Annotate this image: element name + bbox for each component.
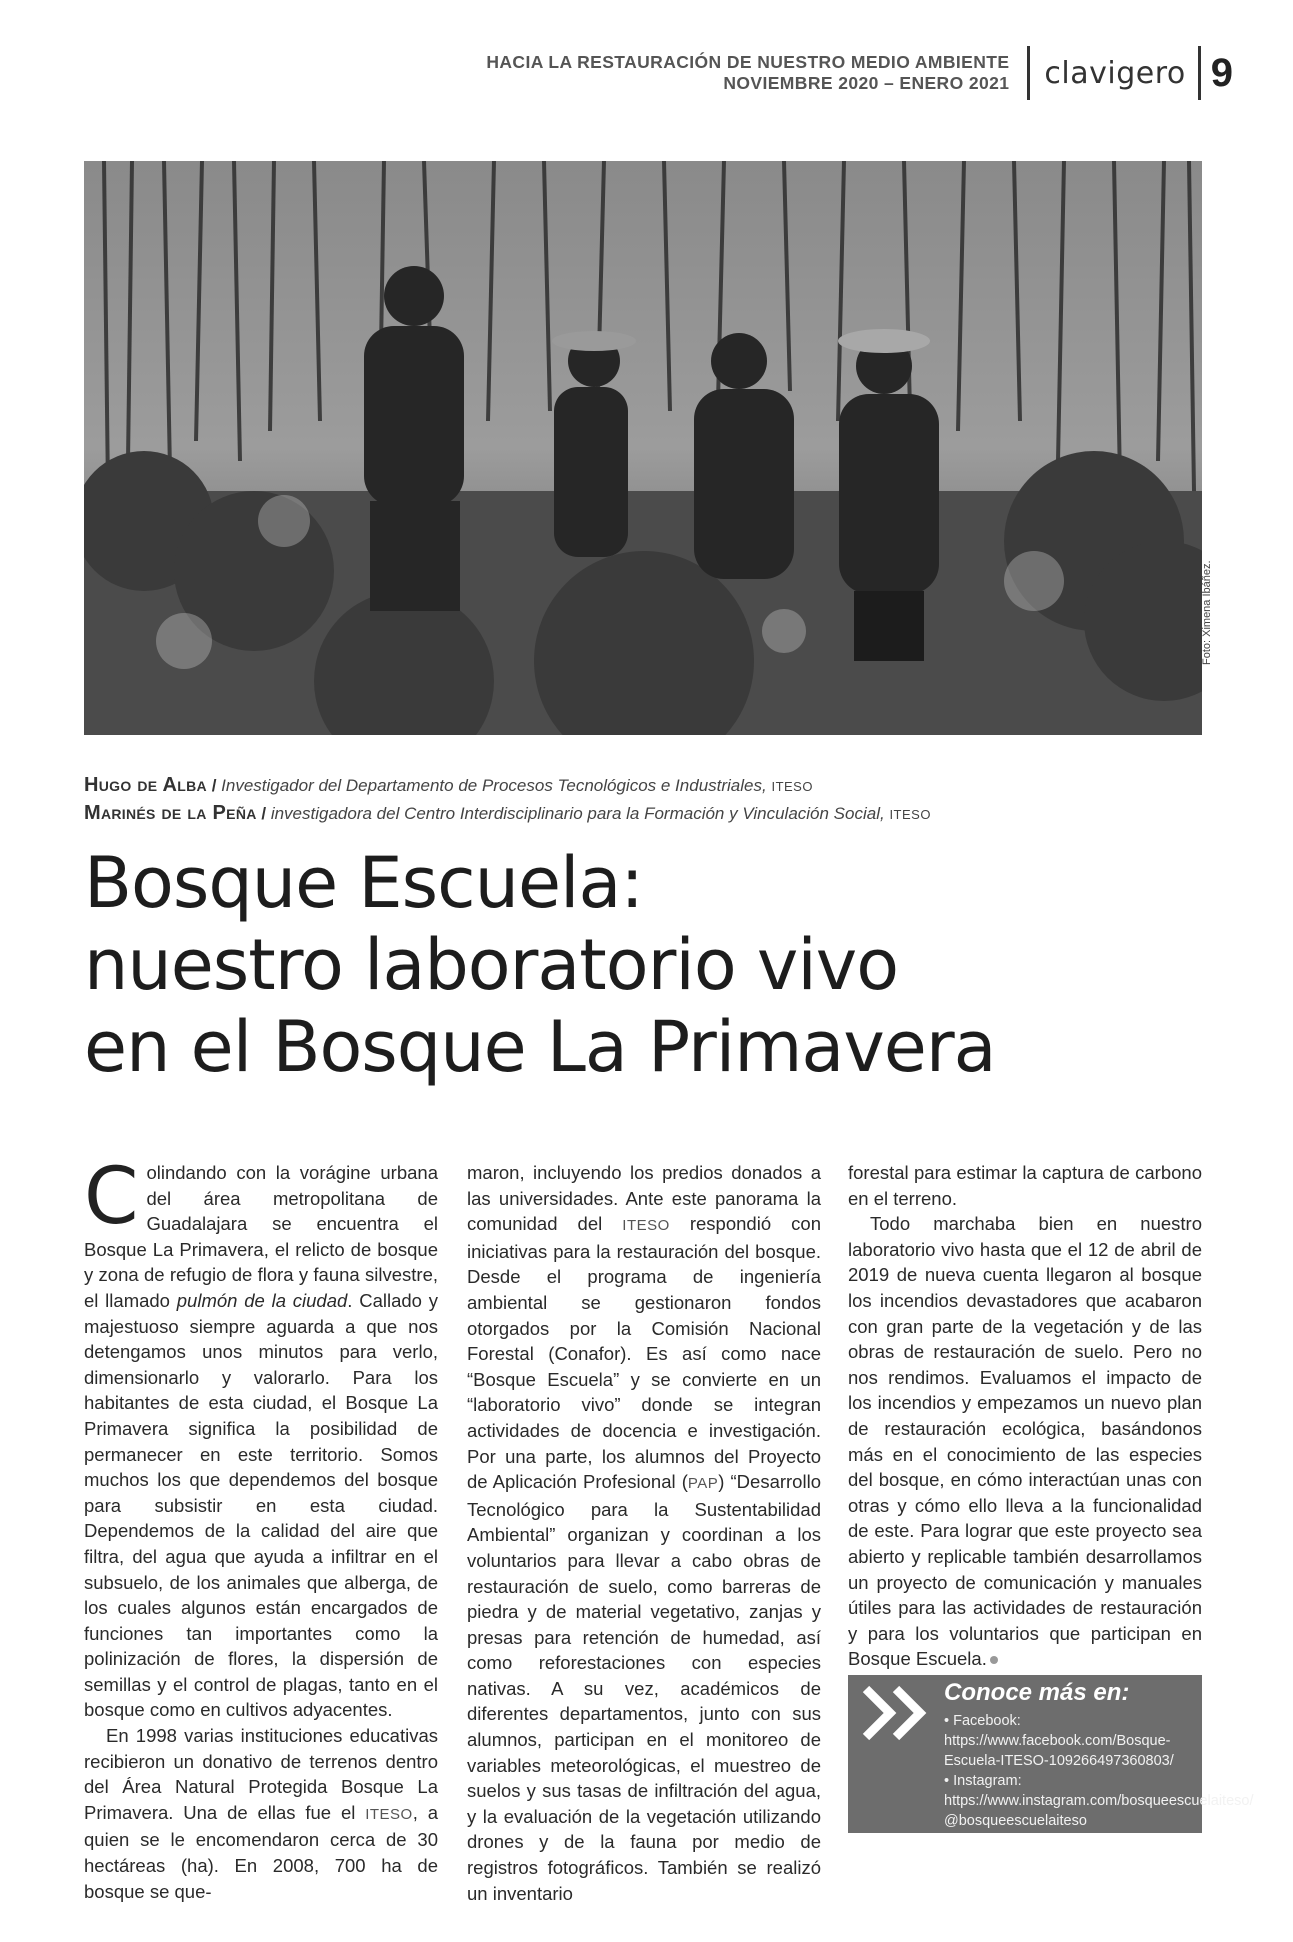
paragraph-text: olindando con la vorágine urbana del área metropolitana de Guadalajara se encuentra el Bosque La Primavera, el relicto de bosque y zona de refugio de flora y fauna silvestre, el llamado [84, 1162, 438, 1311]
body-column-2 [467, 1160, 821, 1906]
drop-cap: C [84, 1152, 139, 1242]
byline-separator: / [256, 804, 271, 823]
title-line-3: en el Bosque La Primavera [84, 1006, 996, 1088]
paragraph-text: Todo marchaba bien en nuestro laboratorio vivo hasta que el 12 de abril de 2019 de nueva cuenta llegaron al bosque los incendios devastadores que acabaron con gran parte de la vegetación y de las obras de restauración de suelo. Pero no nos rendimos. Evaluamos el impacto de los incendios y empezamos un nuevo plan de restauración ecológica, basándonos más en el conocimiento de las especies del bosque, en cómo interactúan unas con otras y cómo ello lleva a la funcionalidad de este. Para lograr que este proyecto sea abierto y replicable también desarrollamos un proyecto de comunicación y manuales útiles para las actividades de restauración y para los voluntarios que participan en Bosque Escuela. [848, 1213, 1202, 1670]
infobox-title: Conoce más en: [944, 1679, 1130, 1706]
body-paragraph [848, 1211, 1202, 1672]
publication-logo: clavigero [1044, 55, 1186, 91]
body-paragraph [84, 1723, 438, 1904]
body-paragraph [467, 1160, 821, 1906]
photo-credit: Foto: Ximena Ibáñez. [1201, 560, 1213, 665]
paragraph-text: . Callado y majestuoso siempre aguarda a que nos detengamos unos minutos para verlo, dimensionarlo y valorarlo. Para los habitantes de esta ciudad, el Bosque La Primavera significa la posibilidad de permanecer en este territorio. Somos muchos los que dependemos del bosque para subsistir en esta ciudad. Dependemos de la calidad del aire que filtra, del agua que ayuda a infiltrar en el subsuelo, de los animales que alberga, de los cuales algunos están encargados de funciones tan importantes como la polinización de flores, la dispersión de semillas y el control de plagas, tanto en el bosque como en cultivos adyacentes. [84, 1289, 438, 1721]
paragraph-text: En 1998 varias instituciones educativas recibieron un donativo de terrenos dentro del Área Natural Protegida Bosque La Primavera. Una de ellas fue el [84, 1725, 438, 1823]
author-org: ITESO [771, 779, 813, 794]
author-role: investigadora del Centro Interdisciplinario para la Formación y Vinculación Social, [270, 804, 890, 823]
paragraph-text: ) “Desarrollo Tecnológico para la Sustentabilidad Ambiental” organizan y coordinan a los voluntarios para llevar a cabo obras de restauración de suelo, como barreras de piedra y de material vegetativo, zanjas y presas para retención de humedad, así como reforestaciones con especies nativas. A su vez, académicos de diferentes departamentos, junto con sus alumnos, participan en el monitoreo de variables meteorológicas, el muestreo de suelos y sus tasas de infiltración del agua, y la evaluación de la vegetación utilizando drones y de la fauna por medio de registros fotográficos. También se realizó un inventario [467, 1471, 821, 1904]
org-acronym: ITESO [622, 1217, 670, 1235]
header-divider-2 [1198, 46, 1201, 100]
title-line-1: Bosque Escuela: [84, 842, 643, 924]
infobox-links [944, 1711, 1254, 1831]
org-acronym: ITESO [365, 1805, 413, 1823]
issue-date: NOVIEMBRE 2020 – ENERO 2021 [723, 73, 1010, 93]
paragraph-text: respondió con iniciativas para la restauración del bosque. Desde el programa de ingeniería ambiental se gestionaron fondos otorgados por la Comisión Nacional Forestal (Conafor). Es así como nace “Bosque Escuela” y se convierte en un “laboratorio vivo” donde se integran actividades de docencia e investigación. Por una parte, los alumnos del Proyecto de Aplicación Profesional ( [467, 1213, 821, 1493]
header-divider [1027, 46, 1030, 100]
author-bylines [84, 772, 1204, 828]
title-line-2: nuestro laboratorio vivo [84, 924, 899, 1006]
org-acronym: PAP [687, 1475, 719, 1493]
article-photo [84, 161, 1202, 735]
end-mark-icon [990, 1656, 998, 1664]
double-chevron-icon [860, 1683, 936, 1743]
emphasis-text: pulmón de la ciudad [176, 1289, 348, 1311]
forest-volunteers-image [84, 161, 1202, 735]
article-title [84, 842, 1204, 1088]
header-text [486, 52, 1009, 94]
body-column-1 [84, 1152, 438, 1904]
byline-separator: / [206, 776, 222, 795]
instagram-link[interactable]: • Instagram: https://www.instagram.com/bosqueescuelaiteso/ [944, 1773, 1254, 1809]
author-line [84, 800, 1204, 828]
author-role: Investigador del Departamento de Procesos Tecnológicos e Industriales, [221, 776, 772, 795]
author-name: Marinés de la Peña [84, 802, 257, 824]
section-title: HACIA LA RESTAURACIÓN DE NUESTRO MEDIO AMBIENTE [486, 52, 1010, 72]
more-info-box [848, 1675, 1254, 1833]
body-paragraph: forestal para estimar la captura de carbono en el terreno. [848, 1162, 1202, 1209]
author-name: Hugo de Alba [84, 774, 207, 796]
page-number: 9 [1210, 50, 1233, 95]
paragraph-text: maron, incluyendo los predios donados a las universidades. Ante este panorama la comunidad del [467, 1162, 821, 1235]
author-org: ITESO [889, 807, 931, 822]
facebook-link[interactable]: • Facebook: https://www.facebook.com/Bosque-Escuela-ITESO-109266497360803/ [944, 1713, 1174, 1769]
page-header [486, 46, 1233, 100]
paragraph-text: , a quien se le encomendaron cerca de 30 hectáreas (ha). En 2008, 700 ha de bosque se que- [84, 1801, 438, 1902]
body-column-3 [848, 1160, 1202, 1672]
author-line [84, 772, 1204, 800]
instagram-handle: @bosqueescuelaiteso [944, 1813, 1087, 1829]
body-paragraph [84, 1152, 438, 1723]
